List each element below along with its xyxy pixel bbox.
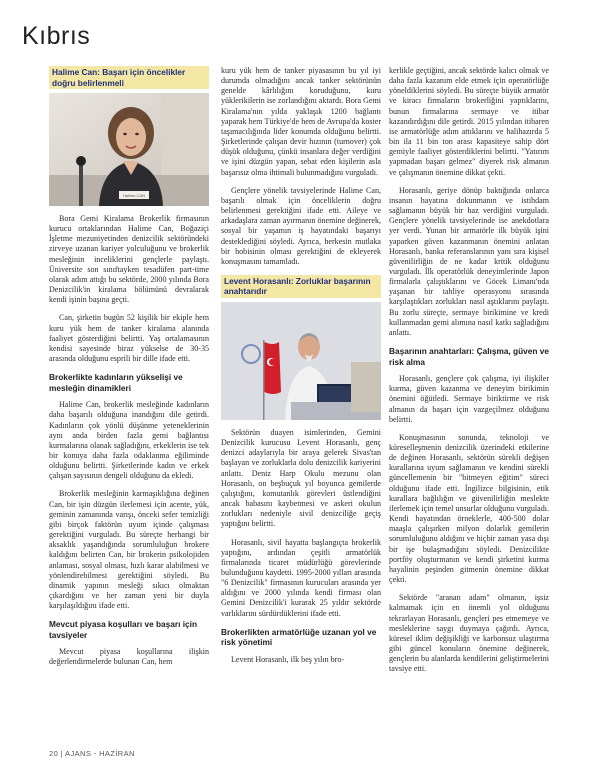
paragraph: Sektörün duayen isimlerinden, Gemini Denizcilik kurucusu Levent Horasanlı, genç denizci adaylarıyla bir araya gelerek Sivas'tan başlayan ve zorluklarla dolu denizcilik kariyerini anlattı. Deniz Harp Okulu mezunu olan Horasanlı, on beşbuçuk yıl boyunca gemilerde çalıştığını, komutanlık görevleri üstlendiğini ancak babasını kaybetmesi ve askeri okulun zorlukları nedeniyle sivil denizciliğe geçiş yaptığını belirtti. — [221, 427, 381, 529]
article-column-3 — [389, 66, 549, 682]
photo-caption-levent-horasanli: Levent Horasanlı: Zorluklar başarının anahtarıdır — [221, 275, 381, 298]
paragraph: Horasanlı, gençlere çok çalışma, iyi ilişkiler kurma, güven kazanma ve deneyim birikimin önemini öğütledi. Sermaye biriktirme ve risk almanın da başarı için vazgeçilmez olduğunu belirtti. — [389, 374, 549, 424]
subheading: Brokerlikten armatörlüğe uzanan yol ve risk yönetimi — [221, 626, 377, 648]
paragraph: kerlikle geçtiğini, ancak sektörde kalıcı olmak ve daha fazla kazanım elde etmek için operatörlüğe yöneldiklerini söyledi. Bu süreçte büyük armatör ve kiracı firmaların brokerliğini yaptıklarını, bunun firmalarına sermaye ve itibar kazandırdığını dile getirdi. 2015 yılından itibaren ise armatörlüğe adım attıklarını ve halihazırda 5 bin ila 11 bin ton arası kapasiteye sahip dört gemiyle faaliyet gösterdiklerini belirtti. "Yatırım yapmadan başarı gelmez" diyerek risk almanın ve çalışmanın önemine dikkat çekti. — [389, 66, 549, 177]
paragraph: Halime Can, brokerlik mesleğinde kadınların daha başarılı olduğuna inandığını dile getirdi. Kadınların çok yönlü düşünme yeteneklerinin aynı anda birden fazla gemi bağlantısı kurmalarına olanak sağladığını, erkeklerin ise tek bir konuya daha fazla odaklanma eğiliminde olduğunu belirtti. Şirketlerinde kadın ve erkek çalışan sayısının dengeli olduğunu da ekledi. — [49, 400, 209, 481]
article-column-2 — [221, 66, 381, 673]
subheading: Mevcut piyasa koşulları ve başarı için tavsiyeler — [49, 619, 198, 640]
section-title: Kıbrıs — [22, 22, 91, 50]
photo-levent-horasanli — [221, 302, 381, 420]
photo-caption-halime-can: Halime Can: Başarı için öncelikler doğru belirlenmeli — [49, 66, 209, 89]
subheading: Brokerlikte kadınların yükselişi ve mesleğin dinamikleri — [49, 372, 183, 393]
paragraph: Mevcut piyasa koşullarına ilişkin değerlendirmelerde bulunan Can, hem — [49, 647, 209, 667]
subheading: Başarının anahtarları: Çalışma, güven ve risk alma — [389, 346, 550, 367]
portrait-photo-halime-can — [49, 93, 209, 206]
paragraph: Can, şirketin bugün 52 kişilik bir ekiple hem kuru yük hem de tanker kiralama alanında faaliyet gösterdiğini belirtti. Yaş ortalamasının kendisi sayesinde biraz yükselse de 30-35 arasında olduğunu esprili bir dille ifade etti. — [49, 313, 209, 364]
paragraph: Horasanlı, geriye dönüp baktığında onlarca insanın hayatına dokunmanın ve istihdam sağlamanın büyük bir haz verdiğini vurguladı. Gençlere yönelik tavsiyelerinde ise anekdotlara yer verdi. Yunan bir armatörle ilk büyük işini yaparken güven kazanmanın önemini anlatan Horasanlı, banka referanslarının yanı sıra kişisel güvenilirliğin de ne kadar kritik olduğunu vurguladı. İlk operatörlük deneyimlerinde Japon firmalarla çalıştıklarını ve Göcek Limanı'nda yaşanan bir tahliye operasyonu sırasında karşılaştıkları zorlukları nasıl aştıklarını paylaştı. Bu zorlu süreçte, sermaye birikimine ve kredi kullanmadan gemi alımına nasıl katkı sağladığını anlattı. — [389, 185, 549, 337]
article-column-1 — [49, 66, 209, 676]
paragraph: Horasanlı, sivil hayatta başlangıçta brokerlik yaptığını, ardından çeşitli armatörlük firmalarında ticaret müdürlüğü görevlerinde bulunduğunu kaydetti. 1995-2000 yılları arasında "6 Denizcilik" firmasının kurucuları arasında yer aldığını ve 2000 yılında kendi firması olan Gemini Denizcilik'i kurarak 25 yıldır sektörde varlıklarını sürdürdüklerini ifade etti. — [221, 537, 381, 618]
paragraph: Bora Gemi Kiralama Brokerlik firmasının kurucu ortaklarından Halime Can, Boğaziçi İşletme mezuniyetinden denizcilik sektöründeki zirveye uzanan kariyer yolculuğunu ve brokerlik mesleğinin inceliklerini gençlerle paylaştı. Üniversite son sınıftayken tesadüfen part-time olarak adım attığı bu sektörde, 2000 yılında Bora Denizcilik'in kiralama bölümünü devralarak kendi işinin başına geçti. — [49, 214, 209, 305]
paragraph: Brokerlik mesleğinin karmaşıklığına değinen Can, bir işin düzgün ilerlemesi için acente, yük, geminin zamanında varışı, önceki sefer temizliği gibi birçok faktörün uyum içinde çalışması gerektiğini vurguladı. Bu süreçte herhangi bir aksaklık yaşandığında sorumluluğun brokere kaldığını belirten Can, bir brokerin psikolojiden anlaması, sosyal olması, hızlı karar alabilmesi ve yönlendirebilmesi gerektiğini söyledi. Bu dinamik yapının mesleği sıkıcı olmaktan çıkardığını ve her zaman yeni bir duyla karşılaşıldığını ifade etti. — [49, 489, 209, 611]
paragraph: kuru yük hem de tanker piyasasının bu yıl iyi durumda olmadığını ancak tanker sektörünün genelde kârlılığını koruduğunu, kuru yüklerikilerin ise zorlandığını aktardı. Bora Gemi Kiralama'nın yılda yaklaşık 1200 bağlantı yaparak hem Türkiye'de hem de Avrupa'da koster taşımacılığında lider konumda olduğunu belirtti. Şirketlerinde çalışan devir hızının (turnover) çok düşük olduğunu, çünkü insanlara değer verdiğini ve işini düzgün yapan, sebat eden kişilerin asla başarısız olma ihtimali bulunmadığını vurguladı. — [221, 66, 381, 177]
nameplate-label: Halime CAN — [122, 193, 146, 198]
paragraph: Konuşmasının sonunda, teknoloji ve küreselleşmenin denizcilik üzerindeki etkilerine de değinen Horasanlı, sektörün sürekli değişen kurallarına uyum sağlamanın ve kendini sürekli güncellemenin bir "bitmeyen eğitim" süreci olduğunu ifade etti. İngilizce bilgisinin, etik kurallara bağlılığın ve güvenilirliğin meslekte ilerlemek için temel unsurlar olduğunu vurguladı. Kendi hayatından örneklerle, 400-500 dolar maaşla çalışırken milyon dolarlık gemilerin sorumluluğunu aldığını ve hiçbir zaman yasa dışı bir işe bulaşmadığını söyledi. Denizcilikte portföy oluşturmanın ve kendi şirketini kurma hayalinin peşinden gitmenin önemine dikkat çekti. — [389, 432, 549, 585]
paragraph: Sektörde "aranan adam" olmanın, işsiz kalmamak için en önemli yol olduğunu tekrarlayan Horasanlı, gençleri pes etmemeye ve mesleklerine saygı duymaya çağırdı. Ayrıca, küresel iklim değişikliği ve karbonsuz ulaştırma gibi güncel konuların önemine değinerek, gençlerin bu alanlarda kendilerini geliştirmelerini tavsiye etti. — [389, 593, 549, 674]
page-footer: 20 | AJANS - HAZİRAN — [49, 749, 135, 758]
paragraph: Gençlere yönelik tavsiyelerinde Halime Can, başarılı olmak için önceliklerin doğru belirlenmesi gerektiğini ifade etti. Aileye ve arkadaşlara zaman ayırmanın önemine değinerek, sosyal bir yaşamın iş hayatındaki başarıyı desteklediğini söyledi. Ayrıca, herkesin mutlaka bir hobisinin olması gerektiğini de ekleyerek konuşmasını tamamladı. — [221, 185, 381, 266]
paragraph: Levent Horasanlı, ilk beş yılın bro- — [231, 654, 345, 664]
